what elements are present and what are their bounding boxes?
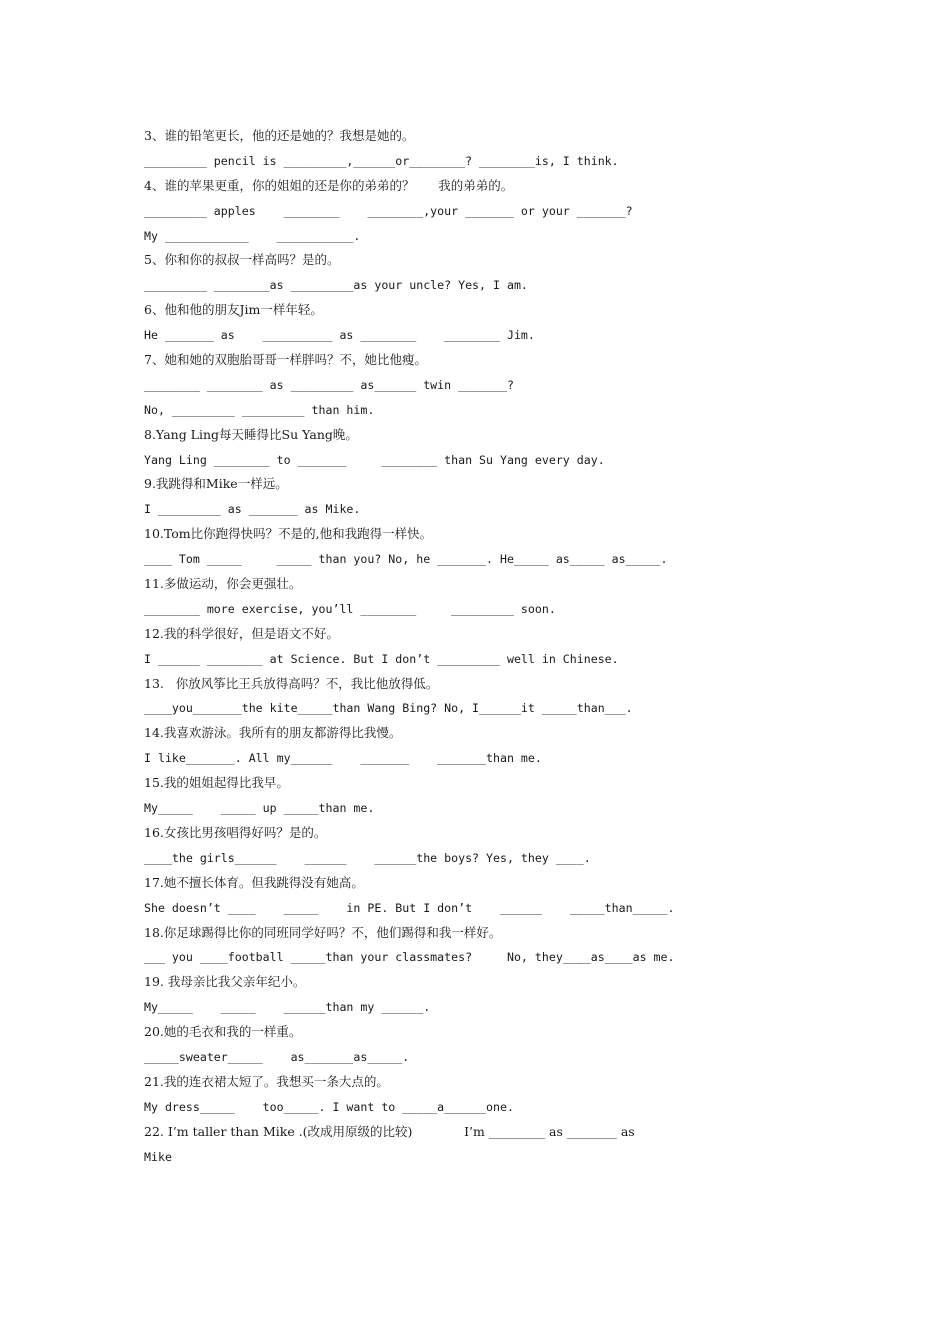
question-prompt: 16.女孩比男孩唱得好吗？是的。 (144, 824, 327, 840)
exercise-list (144, 124, 784, 1169)
answer-line: ___ you ____football _____than your classmates? No, they____as____as me. (144, 950, 675, 965)
question-prompt: 8.Yang Ling每天睡得比Su Yang晚。 (144, 426, 358, 442)
question-prompt: 5、你和你的叔叔一样高吗？是的。 (144, 252, 340, 268)
answer-line: I like_______. All my______ _______ _______than me. (144, 751, 542, 766)
answer-line: I ______ ________ at Science. But I don’t _________ well in Chinese. (144, 651, 619, 666)
answer-line: ____the girls______ ______ ______the boys? Yes, they ____. (144, 850, 591, 865)
answer-line: ________ more exercise, you’ll ________ _________ soon. (144, 601, 556, 616)
question-prompt: 11.多做运动，你会更强壮。 (144, 576, 302, 592)
question-prompt: 4、谁的苹果更重，你的姐姐的还是你的弟弟的？ 我的弟弟的。 (144, 177, 514, 193)
question-prompt: 20.她的毛衣和我的一样重。 (144, 1024, 302, 1040)
question-prompt: 9.我跳得和Mike一样远。 (144, 476, 288, 492)
question-prompt: 6、他和他的朋友Jim一样年轻。 (144, 302, 323, 318)
question-prompt: 7、她和她的双胞胎哥哥一样胖吗？不，她比他瘦。 (144, 352, 427, 368)
answer-line: My ____________ ___________. (144, 228, 361, 243)
answer-line: _________ apples ________ ________,your _______ or your _______? (144, 203, 633, 218)
answer-line: My_____ _____ up _____than me. (144, 801, 375, 816)
question-prompt: 14.我喜欢游泳。我所有的朋友都游得比我慢。 (144, 725, 402, 741)
answer-line: 22. I’m taller than Mike .(改成用原级的比较) I’m _________ as ________ as (144, 1123, 635, 1139)
question-prompt: 19. 我母亲比我父亲年纪小。 (144, 974, 306, 990)
answer-line: ________ ________ as _________ as______ twin _______? (144, 377, 514, 392)
question-prompt: 12.我的科学很好，但是语文不好。 (144, 625, 339, 641)
answer-line: ____ Tom _____ _____ than you? No, he _______. He_____ as_____ as_____. (144, 552, 668, 567)
answer-line: My dress_____ too_____. I want to _____a______one. (144, 1099, 514, 1114)
question-prompt: 13. 你放风筝比王兵放得高吗？不，我比他放得低。 (144, 675, 439, 691)
answer-line: ____you_______the kite_____than Wang Bing? No, I______it _____than___. (144, 701, 633, 716)
question-prompt: 3、谁的铅笔更长，他的还是她的？我想是她的。 (144, 128, 415, 143)
question-prompt: 21.我的连衣裙太短了。我想买一条大点的。 (144, 1073, 389, 1089)
answer-line: _____sweater_____ as_______as_____. (144, 1049, 410, 1064)
answer-line: _________ pencil is _________,______or________? ________is, I think. (144, 153, 619, 168)
answer-line: Yang Ling ________ to _______ ________ than Su Yang every day. (144, 452, 605, 467)
answer-line: She doesn’t ____ _____ in PE. But I don’t ______ _____than_____. (144, 900, 675, 915)
question-prompt: 18.你足球踢得比你的同班同学好吗？不，他们踢得和我一样好。 (144, 924, 502, 940)
answer-line: He _______ as __________ as ________ ________ Jim. (144, 328, 535, 343)
question-prompt: 17.她不擅长体育。但我跳得没有她高。 (144, 874, 364, 890)
answer-line: _________ ________as _________as your uncle? Yes, I am. (144, 278, 528, 293)
question-prompt: 10.Tom比你跑得快吗？不是的,他和我跑得一样快。 (144, 526, 433, 542)
question-prompt: 15.我的姐姐起得比我早。 (144, 775, 289, 791)
answer-line: I _________ as _______ as Mike. (144, 502, 361, 517)
answer-line: No, _________ _________ than him. (144, 402, 375, 417)
answer-line: My_____ _____ ______than my ______. (144, 1000, 431, 1015)
answer-line: Mike (144, 1149, 172, 1164)
